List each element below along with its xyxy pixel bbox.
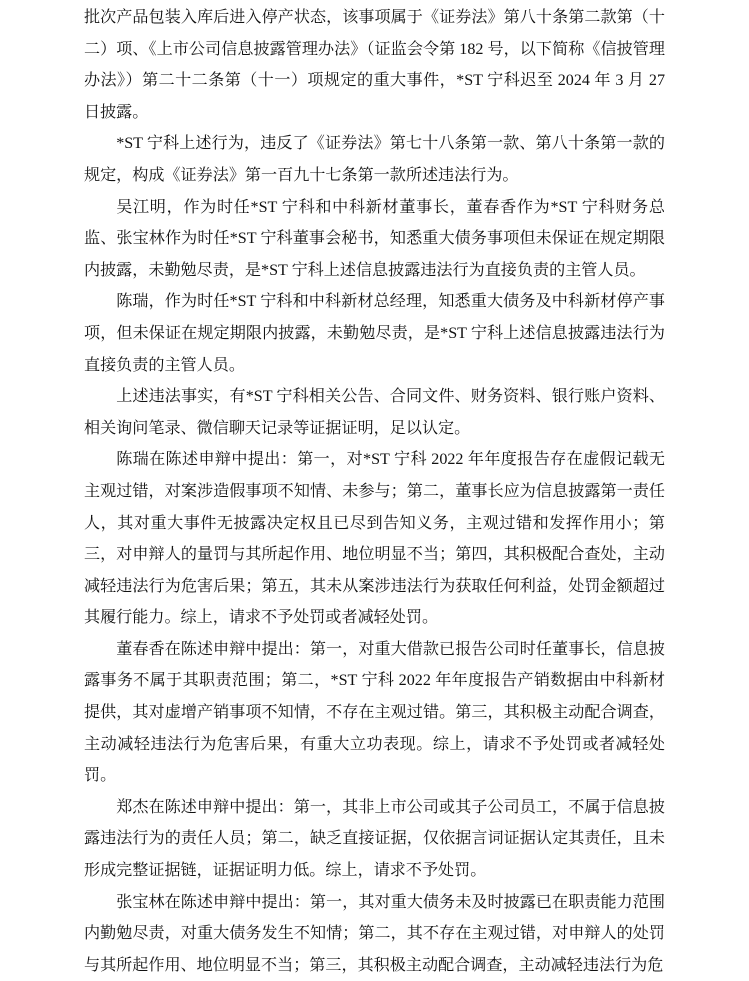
paragraph-evidence: 上述违法事实，有*ST 宁科相关公告、合同文件、财务资料、银行账户资料、相关询问笔录、微信聊天记录等证据证明，足以认定。	[84, 388, 665, 437]
paragraph-zheng-jie-defense: 郑杰在陈述申辩中提出：第一，其非上市公司或其子公司员工，不属于信息披露违法行为的责任人员；第二，缺乏直接证据，仅依据言词证据认定其责任，且未形成完整证据链，证据证明力低。综上，请求不予处罚。	[84, 798, 665, 880]
document-page	[84, 2, 665, 981]
paragraph-zhang-baolin-defense: 张宝林在陈述申辩中提出：第一，其对重大债务未及时披露已在职责能力范围内勤勉尽责，对重大债务发生不知情；第二，其不存在主观过错，对申辩人的处罚与其所起作用、地位明显不当；第三，其积极主动配合调查，主动减轻违法行为危	[84, 893, 665, 974]
paragraph-disclosure-event: 批次产品包装入库后进入停产状态，该事项属于《证券法》第八十条第二款第（十二）项、《上市公司信息披露管理办法》（证监会令第 182 号，以下简称《信披管理办法》）第二十二条第（十一）项规定的重大事件，*ST 宁科迟至 2024 年 3 月 27 日披露。	[84, 9, 665, 121]
paragraph-violation-finding: *ST 宁科上述行为，违反了《证券法》第七十八条第一款、第八十条第一款的规定，构成《证券法》第一百九十七条第一款所述违法行为。	[84, 135, 665, 184]
paragraph-chen-rui-defense: 陈瑞在陈述申辩中提出：第一，对*ST 宁科 2022 年年度报告存在虚假记载无主观过错，对案涉造假事项不知情、未参与；第二，董事长应为信息披露第一责任人，其对重大事件无披露决定权且已尽到告知义务，主观过错和发挥作用小；第三，对申辩人的量罚与其所起作用、地位明显不当；第四，其积极配合查处，主动减轻违法行为危害后果；第五，其未从案涉违法行为获取任何利益，处罚金额超过其履行能力。综上，请求不予处罚或者减轻处罚。	[84, 451, 665, 627]
paragraph-chen-rui-responsibility: 陈瑞，作为时任*ST 宁科和中科新材总经理，知悉重大债务及中科新材停产事项，但未保证在规定期限内披露，未勤勉尽责，是*ST 宁科上述信息披露违法行为直接负责的主管人员。	[84, 293, 665, 374]
paragraph-dong-chunxiang-defense: 董春香在陈述申辩中提出：第一，对重大借款已报告公司时任董事长，信息披露事务不属于其职责范围；第二，*ST 宁科 2022 年年度报告产销数据由中科新材提供，其对虚增产销事项不知情，不存在主观过错。第三，其积极主动配合调查，主动减轻违法行为危害后果，有重大立功表现。综上，请求不予处罚或者减轻处罚。	[84, 640, 665, 785]
paragraph-responsible-persons: 吴江明，作为时任*ST 宁科和中科新材董事长，董春香作为*ST 宁科财务总监、张宝林作为时任*ST 宁科董事会秘书，知悉重大债务事项但未保证在规定期限内披露，未勤勉尽责，是*ST 宁科上述信息披露违法行为直接负责的主管人员。	[84, 198, 665, 279]
